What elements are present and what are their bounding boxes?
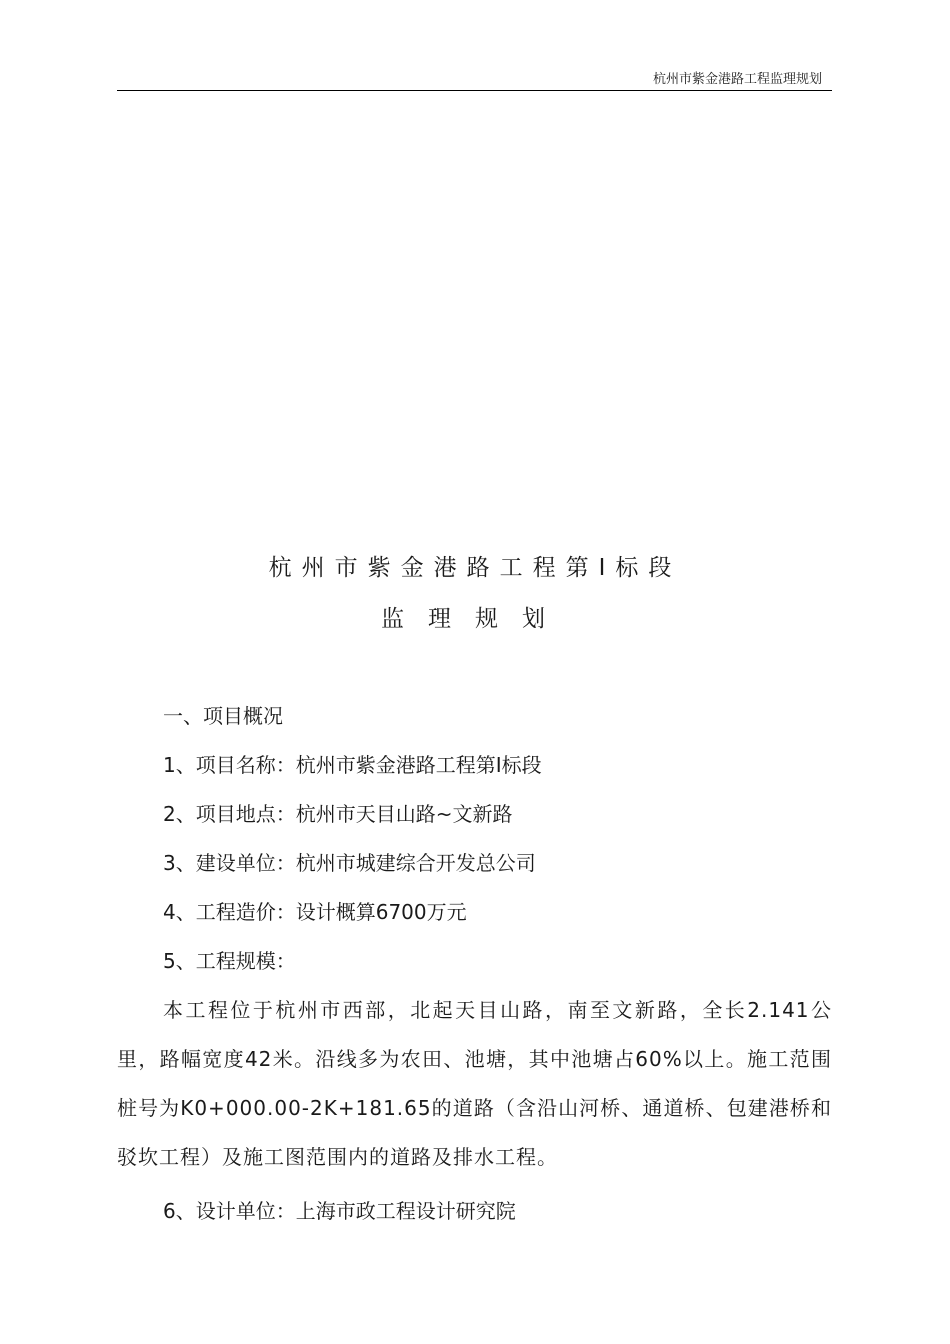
document-subtitle: 监理规划 bbox=[381, 606, 569, 632]
item-design-unit: 6、设计单位：上海市政工程设计研究院 bbox=[163, 1199, 516, 1223]
project-description: 本工程位于杭州市西部，北起天目山路，南至文新路，全长2.141公里，路幅宽度42米。沿线多为农田、池塘，其中池塘占60%以上。施工范围桩号为K0+000.00-2K+181.65的道路（含沿山河桥、通道桥、包建港桥和驳坎工程）及施工图范围内的道路及排水工程。 bbox=[117, 998, 832, 1169]
item-project-name: 1、项目名称：杭州市紫金港路工程第Ⅰ标段 bbox=[163, 753, 542, 777]
item-project-scale: 5、工程规模： bbox=[163, 949, 296, 973]
page-header bbox=[117, 66, 832, 91]
section-heading: 一、项目概况 bbox=[163, 704, 283, 728]
document-title: 杭州市紫金港路工程第Ⅰ标段 bbox=[268, 555, 682, 581]
item-construction-unit: 3、建设单位：杭州市城建综合开发总公司 bbox=[163, 851, 536, 875]
item-project-cost: 4、工程造价：设计概算6700万元 bbox=[163, 900, 467, 924]
item-project-location: 2、项目地点：杭州市天目山路~文新路 bbox=[163, 802, 513, 826]
header-title: 杭州市紫金港路工程监理规划 bbox=[652, 72, 822, 87]
